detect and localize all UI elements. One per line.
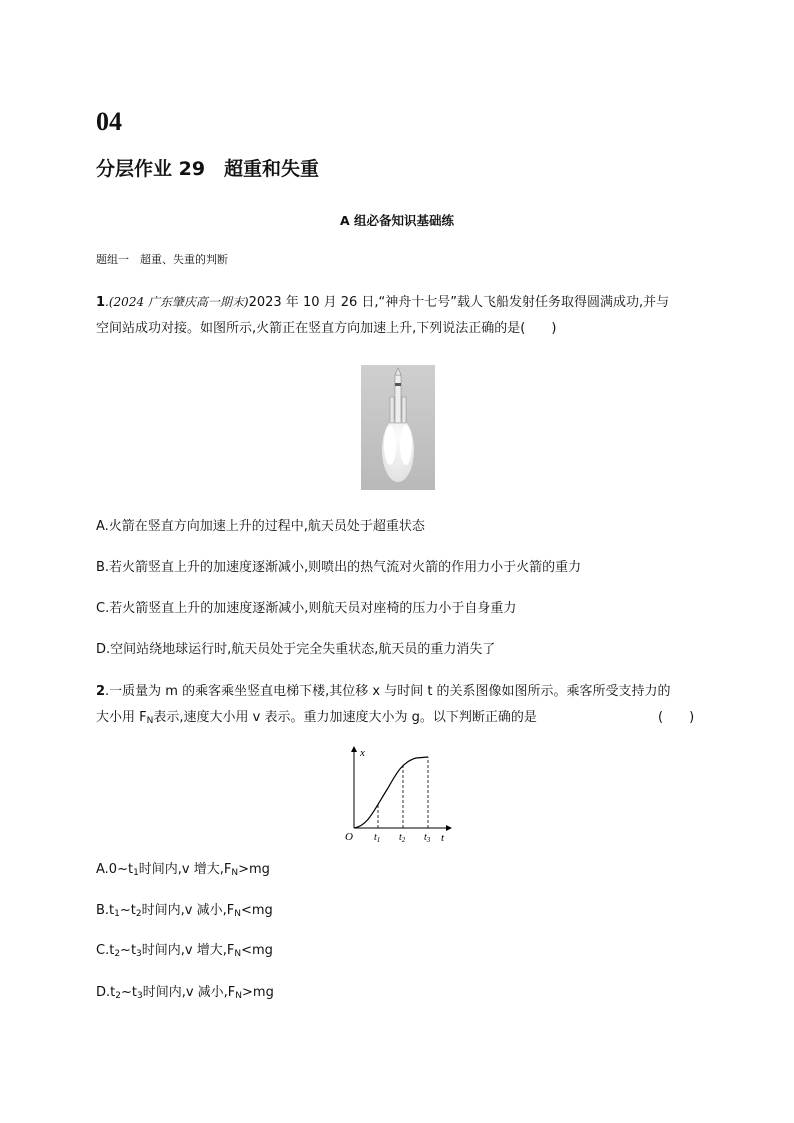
chapter-number: 04 [96,107,122,136]
subscript: N [146,716,154,726]
option-c: $C.t_2\sim t_3$时间内,v 增大$,F_N<mg$ [96,943,273,959]
option-c: C.若火箭竖直上升的加速度逐渐减小,则航天员对座椅的压力小于自身重力 [96,601,517,616]
question-source: .(2024 广东肇庆高一期末) [105,295,249,309]
stem-line: 2023 年 10 月 26 日,“神舟十七号”载人飞船发射任务取得圆满成功,并与 [248,295,670,310]
question-number: 2 [96,684,106,699]
option-d: $D.t_2\sim t_3$时间内,v 减小$,F_N>mg$ [96,985,274,1001]
t2-label: $t_2$ [399,832,406,844]
option-b: $B.t_1\sim t_2$时间内,v 减小$,F_N<mg$ [96,903,273,919]
group-header: A 组必备知识基础练 [339,213,455,228]
t1-label: $t_1$ [374,832,381,844]
question-1-stem [96,289,706,342]
origin-label: O [345,831,353,843]
rocket-photo [361,365,435,490]
stem-line: .一质量为 m 的乘客乘坐竖直电梯下楼,其位移 x 与时间 t 的关系图像如图所示。乘客所受支持力的 [105,684,671,699]
rocket-illustration [361,365,435,490]
x-axis-label: x [360,747,365,759]
t-axis-arrow [446,825,452,831]
option-a: A.火箭在竖直方向加速上升的过程中,航天员处于超重状态 [96,519,425,534]
t-axis-label: t [441,832,445,844]
x-t-graph [340,744,455,844]
stem-line: 大小用 F [96,710,147,725]
topic-heading: 题组一 超重、失重的判断 [96,253,228,266]
answer-bracket: ( ) [658,710,695,725]
stem-line: 空间站成功对接。如图所示,火箭正在竖直方向加速上升,下列说法正确的是( ) [96,321,557,336]
option-d: D.空间站绕地球运行时,航天员处于完全失重状态,航天员的重力消失了 [96,642,496,657]
question-2-stem [96,679,716,734]
t3-label: $t_3$ [424,832,431,844]
page-title: 分层作业 29 超重和失重 [96,158,320,180]
x-axis-arrow [351,746,357,752]
x-t-curve [354,757,428,828]
option-b: B.若火箭竖直上升的加速度逐渐减小,则喷出的热气流对火箭的作用力小于火箭的重力 [96,560,582,575]
stem-line: 表示,速度大小用 v 表示。重力加速度大小为 g。以下判断正确的是 [153,710,537,725]
question-number: 1 [96,295,106,310]
option-a: $A.0\sim t_1$时间内,v 增大$,F_N>mg$ [96,862,270,878]
